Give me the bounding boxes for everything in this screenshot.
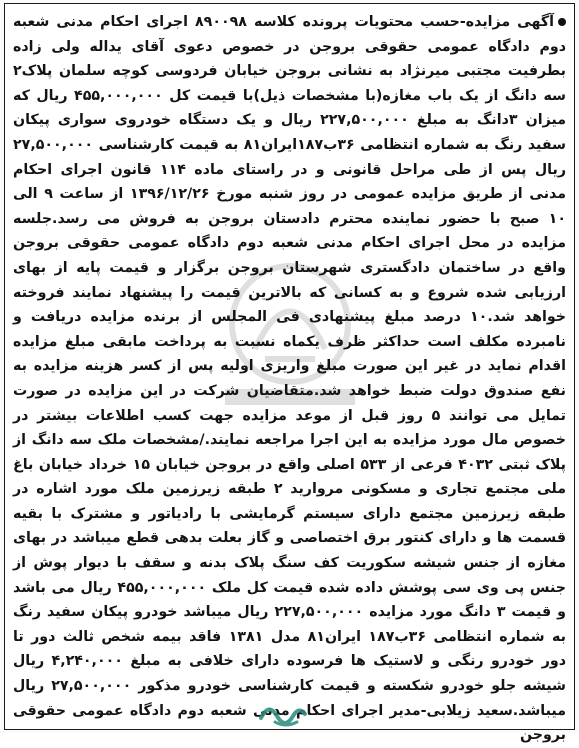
auction-notice-text (13, 10, 567, 744)
notice-frame (4, 3, 575, 744)
notice-paragraph: آگهی مزایده-حسب محتویات پرونده کلاسه ۸۹۰۰۹۸ اجرای احکام مدنی شعبه دوم دادگاه عمومی حقوقی بروجن در خصوص دعوی آقای یداله ولی زاده بطرفیت مجتبی میرنژاد به نشانی بروجن خیابان فردوسی کوچه سلمان پلاک۲ سه دانگ از یک باب مغازه(با مشخصات ذیل)با قیمت کل ۴۵۵,۰۰۰,۰۰۰ ریال که میزان ۳دانگ به مبلغ ۲۲۷,۵۰۰,۰۰۰ ریال و یک دستگاه خودروی سواری پیکان سفید رنگ به شماره انتظامی ۳۶ب۱۸۷ایران۸۱ به قیمت کارشناسی ۲۷,۵۰۰,۰۰۰ ریال پس از طی مراحل قانونی و در راستای ماده ۱۱۴ قانون اجرای احکام مدنی از طریق مزایده عمومی در روز شنبه مورخ ۱۳۹۶/۱۲/۲۶ از ساعت ۹ الی ۱۰ صبح با حضور نماینده محترم دادستان بروجن به فروش می رسد.جلسه مزایده در محل اجرای احکام مدنی شعبه دوم دادگاه عمومی حقوقی بروجن واقع در ساختمان دادگستری شهرستان بروجن برگزار و قیمت پایه از بهای ارزیابی شده شروع و به کسانی که بالاترین قیمت را پیشنهاد نمایند فروخته خواهد شد.۱۰ درصد مبلغ پیشنهادی فی المجلس از برنده مزایده دریافت و نامبرده مکلف است حداکثر ظرف یکماه نسبت به پرداخت مابقی مبلغ مزایده اقدام نماید در غیر این صورت مبلغ واریزی اولیه پس از کسر هزینه مزایده به نفع صندوق دولت ضبط خواهد شد.متقاضیان شرکت در این مزایده در صورت تمایل می توانند ۵ روز قبل از موعد مزایده جهت کسب اطلاعات بیشتر در خصوص مال مورد مزایده به این اجرا مراجعه نمایند./مشخصات ملک سه دانگ از پلاک ثبتی ۴۰۳۲ فرعی از ۵۳۳ اصلی واقع در بروجن خیابان ۱۵ خرداد خیابان باغ ملی مجتمع تجاری و مسکونی مروارید ۲ طبقه زیرزمین ملک مورد اشاره در طبقه زیرزمین مجتمع دارای سیستم گرمایشی با رادیاتور و مشترک با بقیه قسمت ها و دارای کنتور برق اختصاصی و گاز بعلت بدهی قطع میباشد در بهای مغازه از جنس شیشه سکوریت کف سنگ پلاک بدنه و سقف با دیوار پوش از جنس پی وی سی پوشش داده شده قیمت کل ملک ۴۵۵,۰۰۰,۰۰۰ ریال می باشد و قیمت ۳ دانگ مورد مزایده ۲۲۷,۵۰۰,۰۰۰ ریال میباشد خودرو پیکان سفید رنگ به شماره انتظامی ۳۶ب۱۸۷ ایران۸۱ مدل ۱۳۸۱ فاقد بیمه شخص ثالث دور تا دور خودرو رنگی و لاستیک ها فرسوده دارای خلافی به مبلغ ۴,۲۴۰,۰۰۰ ریال شیشه جلو خودرو شکسته و قیمت کارشناسی خودرو مذکور ۲۷,۵۰۰,۰۰۰ ریال میباشد.سعید زیلابی-مدیر اجرای احکام مدنی شعبه دوم دادگاه عمومی حقوقی بروجن (13, 14, 567, 744)
bullet-icon (558, 18, 566, 26)
